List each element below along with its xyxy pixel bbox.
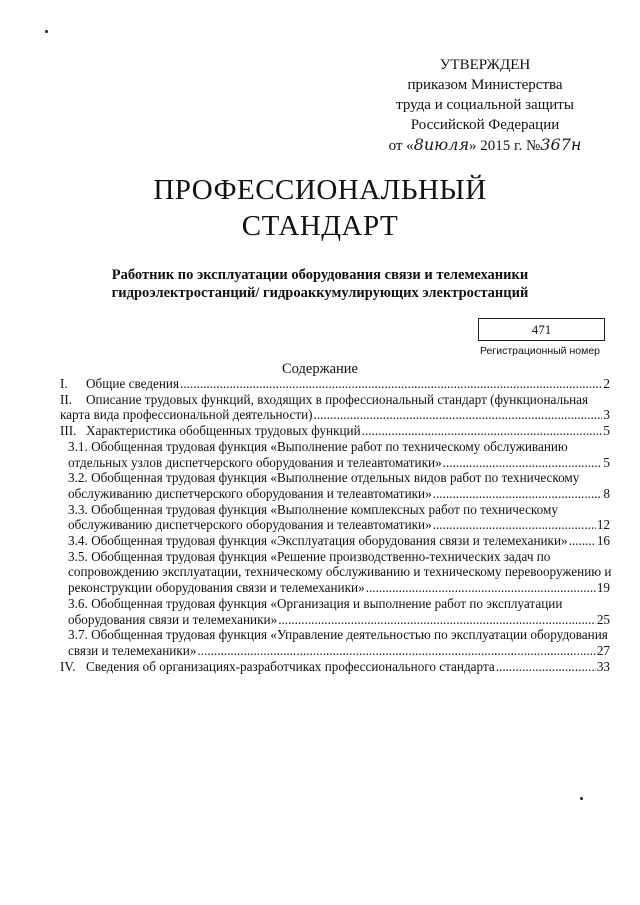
toc-entry-text: 3.5. Обобщенная трудовая функция «Решение производственно-технических задач по (68, 548, 551, 564)
toc-entry-text: реконструкции оборудования связи и телемеханики» (68, 580, 365, 596)
toc-entry-text: карта вида профессиональной деятельности) (60, 407, 313, 423)
toc-page-number: 27 (596, 642, 610, 658)
toc-dot-leader (197, 643, 595, 659)
toc-title: Содержание (282, 361, 358, 377)
toc-page-number: 33 (596, 658, 610, 674)
approval-date-line (360, 135, 610, 156)
date-year: 2015 г. № (480, 138, 541, 154)
toc-dot-leader (278, 612, 596, 628)
toc-entry-number: IV. (60, 658, 76, 674)
toc-entry-text: Описание трудовых функций, входящих в профессиональный стандарт (функциональная (86, 391, 589, 407)
toc-entry-number: III. (60, 423, 77, 439)
approval-heading: УТВЕРЖДЕН (439, 57, 531, 73)
toc-entry-number: II. (60, 391, 73, 407)
table-of-contents (60, 376, 610, 674)
scan-speck (580, 797, 583, 800)
toc-entry-text: 3.4. Обобщенная трудовая функция «Эксплуатация оборудования связи и телемеханики» (68, 533, 568, 549)
toc-entry-text: обслуживанию диспетчерского оборудования и телеавтоматики» (68, 485, 432, 501)
toc-entry[interactable] (60, 627, 610, 658)
date-quote-close: » (469, 138, 477, 154)
toc-dot-leader (180, 376, 602, 392)
toc-dot-leader (443, 455, 603, 471)
toc-entry[interactable] (60, 470, 610, 501)
toc-entry[interactable] (60, 392, 610, 423)
handwritten-day: 8 (413, 135, 424, 154)
subtitle-line: Работник по эксплуатации оборудования связи и телемеханики (111, 267, 529, 283)
toc-dot-leader (569, 533, 596, 549)
toc-entry-text: сопровождению эксплуатации, техническому обслуживанию и техническому перевооружению и (68, 564, 612, 580)
approval-line: Российской Федерации (410, 117, 560, 133)
toc-entry-text: отдельных узлов диспетчерского оборудования и телеавтоматики» (68, 454, 442, 470)
toc-page-number: 8 (603, 485, 610, 501)
toc-entry[interactable] (60, 502, 610, 533)
toc-entry-text: 3.2. Обобщенная трудовая функция «Выполнение отдельных видов работ по техническому (68, 470, 580, 486)
handwritten-order-number: 367н (540, 135, 582, 154)
toc-page-number: 25 (596, 611, 610, 627)
toc-entry[interactable] (60, 659, 610, 675)
toc-entry-text: 3.7. Обобщенная трудовая функция «Управление деятельностью по эксплуатации оборудования (68, 627, 608, 643)
toc-page-number: 5 (603, 423, 610, 439)
toc-entry-text: Характеристика обобщенных трудовых функций (86, 423, 361, 439)
toc-dot-leader (366, 580, 596, 596)
title-line: ПРОФЕССИОНАЛЬНЫЙ (153, 174, 487, 206)
toc-entry-text: 3.3. Обобщенная трудовая функция «Выполнение комплексных работ по техническому (68, 501, 558, 517)
toc-dot-leader (314, 407, 603, 423)
document-subtitle (60, 266, 580, 302)
document-title (0, 172, 640, 244)
approval-block (360, 55, 610, 156)
scan-speck (45, 30, 48, 33)
toc-page-number: 3 (603, 407, 610, 423)
toc-dot-leader (496, 659, 596, 675)
toc-entry-text: 3.1. Обобщенная трудовая функция «Выполнение работ по техническому обслуживанию (68, 438, 568, 454)
toc-entry-text: связи и телемеханики» (68, 642, 197, 658)
toc-page-number: 12 (596, 517, 610, 533)
toc-entry[interactable] (60, 376, 610, 392)
toc-dot-leader (362, 423, 603, 439)
toc-entry-text: 3.6. Обобщенная трудовая функция «Организация и выполнение работ по эксплуатации (68, 595, 563, 611)
toc-entry[interactable] (60, 596, 610, 627)
toc-dot-leader (433, 486, 603, 502)
toc-entry-text: Общие сведения (86, 376, 180, 391)
toc-entry[interactable] (60, 533, 610, 549)
toc-page-number: 2 (603, 376, 610, 391)
title-line: СТАНДАРТ (241, 210, 399, 242)
toc-dot-leader (433, 517, 596, 533)
toc-page-number: 5 (603, 454, 610, 470)
approval-line: труда и социальной защиты (396, 97, 574, 113)
registration-number-label: Регистрационный номер (480, 345, 600, 357)
toc-entry[interactable] (60, 423, 610, 439)
toc-entry-text: обслуживанию диспетчерского оборудования и телеавтоматики» (68, 517, 432, 533)
toc-entry-text: Сведения об организациях-разработчиках профессионального стандарта (86, 658, 495, 674)
toc-entry-text: оборудования связи и телемеханики» (68, 611, 278, 627)
toc-page-number: 16 (596, 533, 610, 549)
toc-page-number: 19 (596, 580, 610, 596)
approval-line: приказом Министерства (407, 77, 563, 93)
toc-entry[interactable] (60, 549, 610, 596)
toc-entry-number: I. (60, 376, 68, 391)
toc-entry[interactable] (60, 439, 610, 470)
handwritten-month: июля (423, 135, 470, 154)
subtitle-line: гидроэлектростанций/ гидроаккумулирующих электростанций (111, 285, 529, 301)
registration-number-box: 471 (478, 318, 605, 341)
date-prefix: от « (388, 138, 414, 154)
